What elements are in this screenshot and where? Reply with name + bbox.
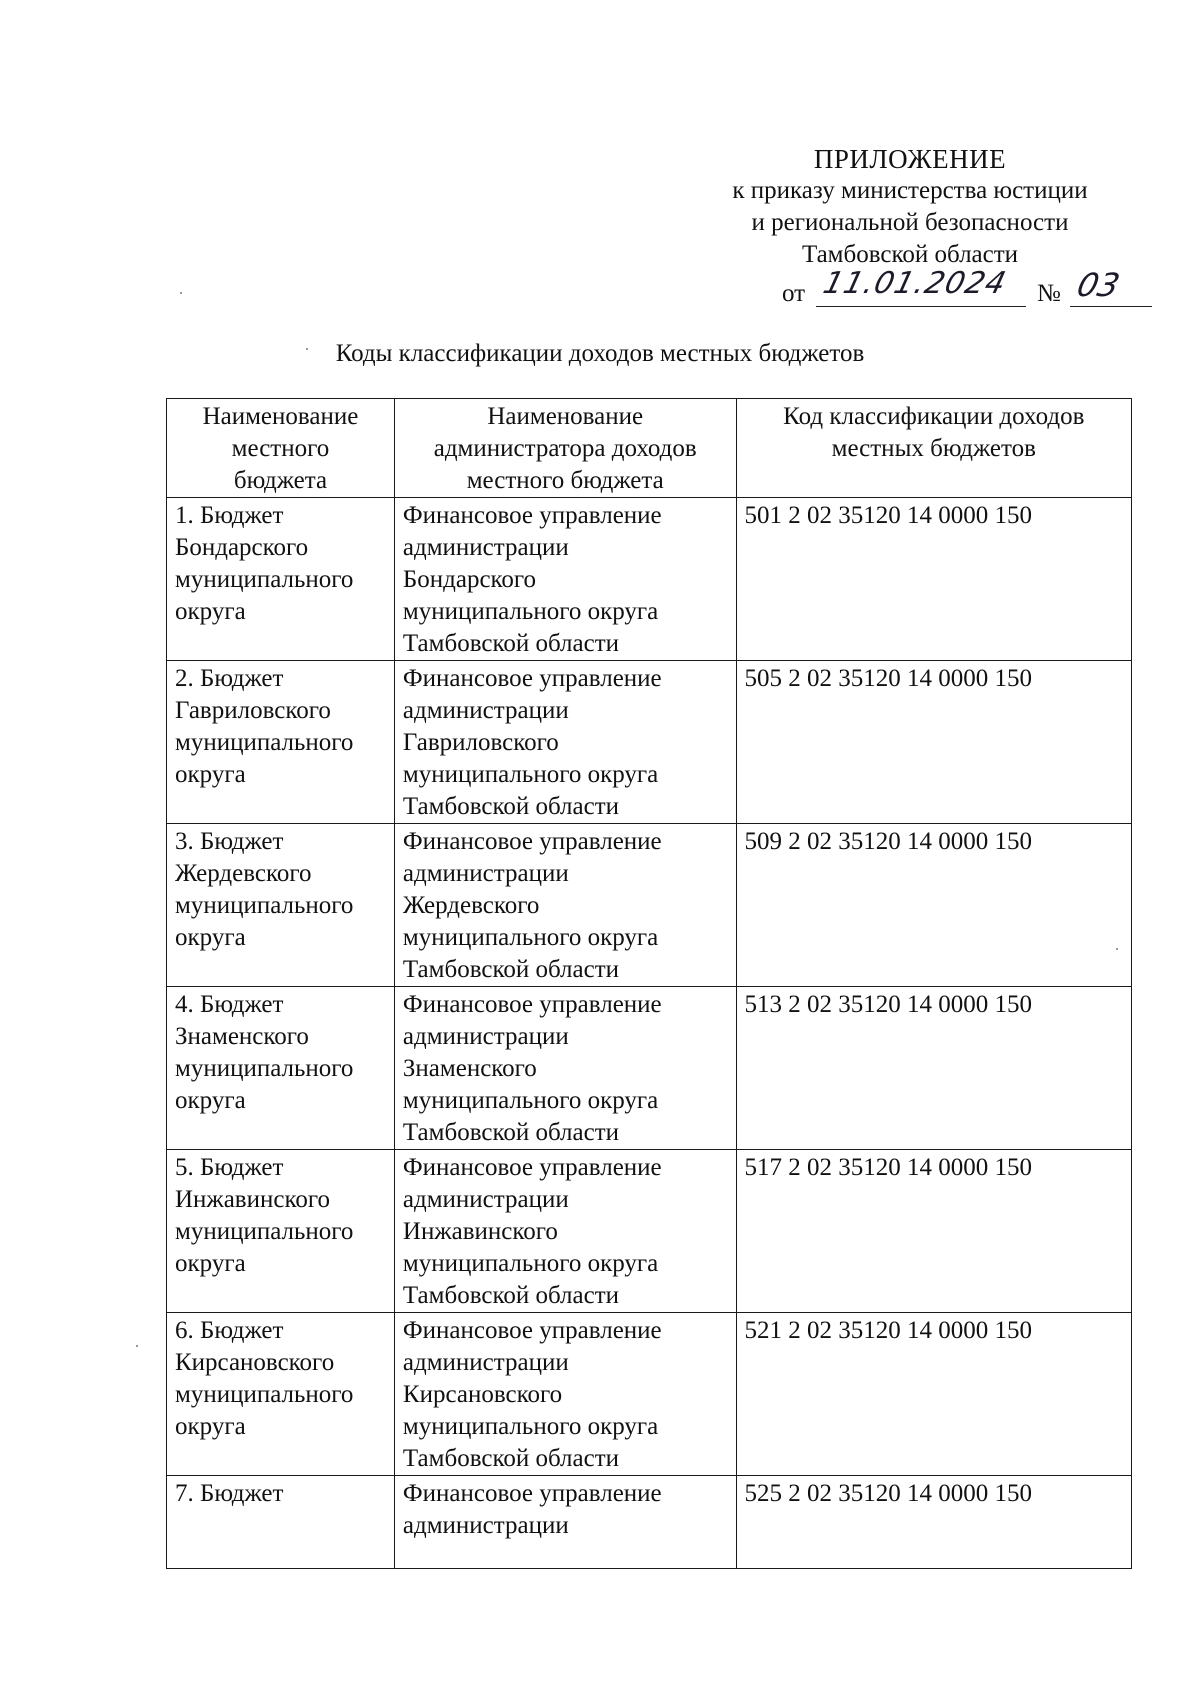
budget-cell [167,987,395,1150]
appendix-line-1: к приказу министерства юстиции [732,177,1088,204]
table-row [167,987,1132,1150]
administrator-cell-line: Тамбовской области [402,956,620,983]
administrator-cell-line: Финансовое управление [402,991,662,1018]
budget-cell-line: 7. Бюджет [175,1480,284,1507]
budget-cell-line: 5. Бюджет [175,1154,284,1181]
appendix-heading: ПРИЛОЖЕНИЕ [813,144,1007,174]
budget-cell-line: Знаменского [175,1023,309,1050]
budget-cell [167,1476,395,1569]
budget-cell [167,824,395,987]
classification-code: 525 2 02 35120 14 0000 150 [744,1480,1033,1507]
classification-code: 501 2 02 35120 14 0000 150 [744,502,1033,529]
budget-cell-line: Гавриловского [175,697,331,724]
budget-cell-line: округа [175,761,246,788]
header-classification-code [736,399,1131,498]
budget-cell-line: 1. Бюджет [175,502,284,529]
administrator-cell-line: муниципального округа [402,1087,659,1114]
administrator-cell-line: муниципального округа [402,598,659,625]
table-row [167,1150,1132,1313]
administrator-cell-line: администрации [402,860,569,887]
budget-cell-line: муниципального [175,729,354,756]
administrator-cell-line: Знаменского [402,1055,537,1082]
scan-speck [136,1345,138,1347]
administrator-cell-line: муниципального округа [402,1413,659,1440]
budget-cell-line: муниципального [175,892,354,919]
budget-cell-line: муниципального [175,1381,354,1408]
code-cell [736,1313,1131,1476]
scan-speck [180,292,182,294]
budget-cell-line: 3. Бюджет [175,828,284,855]
budget-cell [167,1150,395,1313]
header-text: Наименование [202,403,359,430]
budget-cell-line: округа [175,598,246,625]
appendix-line-2: и региональной безопасности [751,209,1069,236]
code-cell [736,498,1131,661]
handwritten-date: 11.01.2024 [819,266,1011,301]
administrator-cell-line: Кирсановского [402,1381,563,1408]
scan-speck [306,348,308,350]
table-body [167,498,1132,1569]
administrator-cell-line: Тамбовской области [402,630,620,657]
header-administrator-name [394,399,736,498]
appendix-block [680,143,1140,271]
administrator-cell-line: Тамбовской области [402,1282,620,1309]
scan-speck [1116,948,1118,950]
header-text: местных бюджетов [831,435,1036,462]
classification-code: 505 2 02 35120 14 0000 150 [744,665,1033,692]
budget-cell-line: муниципального [175,566,354,593]
budget-cell-line: 2. Бюджет [175,665,284,692]
classification-code: 509 2 02 35120 14 0000 150 [744,828,1033,855]
administrator-cell-line: администрации [402,1023,569,1050]
administrator-cell [394,498,736,661]
administrator-cell-line: Финансовое управление [402,1154,662,1181]
classification-table [166,398,1132,1569]
table-row [167,1313,1132,1476]
administrator-cell [394,661,736,824]
administrator-cell-line: Гавриловского [402,729,559,756]
budget-cell [167,498,395,661]
table-row [167,498,1132,661]
header-budget-name [167,399,395,498]
administrator-cell-line: Тамбовской области [402,793,620,820]
budget-cell-line: Инжавинского [175,1186,330,1213]
budget-cell-line: Бондарского [175,534,309,561]
header-text: местного бюджета [466,467,664,494]
table-row [167,824,1132,987]
date-label: от [782,280,806,307]
budget-cell-line: округа [175,1413,246,1440]
table-header-row [167,399,1132,498]
header-text: бюджета [233,467,328,494]
administrator-cell-line: Финансовое управление [402,828,662,855]
handwritten-number: 03 [1073,266,1124,304]
header-text: Наименование [487,403,644,430]
budget-cell-line: округа [175,1250,246,1277]
classification-code: 521 2 02 35120 14 0000 150 [744,1317,1033,1344]
administrator-cell [394,987,736,1150]
administrator-cell-line: администрации [402,1186,569,1213]
administrator-cell [394,1313,736,1476]
budget-cell-line: муниципального [175,1055,354,1082]
administrator-cell-line: администрации [402,1512,569,1539]
header-text: Код классификации доходов [783,403,1085,430]
appendix-line-3: Тамбовской области [801,241,1019,268]
administrator-cell-line: муниципального округа [402,1250,659,1277]
budget-cell-line: Жердевского [175,860,312,887]
code-cell [736,987,1131,1150]
code-cell [736,661,1131,824]
document-title: Коды классификации доходов местных бюджетов [335,340,865,367]
administrator-cell-line: Тамбовской области [402,1119,620,1146]
code-cell [736,824,1131,987]
table-row [167,661,1132,824]
administrator-cell-line: Жердевского [402,892,540,919]
administrator-cell-line: Финансовое управление [402,665,662,692]
budget-cell-line: 6. Бюджет [175,1317,284,1344]
budget-cell-line: муниципального [175,1218,354,1245]
budget-cell [167,661,395,824]
budget-cell [167,1313,395,1476]
administrator-cell [394,1476,736,1569]
administrator-cell-line: администрации [402,697,569,724]
administrator-cell-line: Инжавинского [402,1218,558,1245]
administrator-cell-line: Финансовое управление [402,1480,662,1507]
administrator-cell-line: Бондарского [402,566,537,593]
classification-code: 517 2 02 35120 14 0000 150 [744,1154,1033,1181]
order-reference [782,266,1142,312]
administrator-cell-line: муниципального округа [402,761,659,788]
budget-cell-line: округа [175,924,246,951]
administrator-cell-line: Финансовое управление [402,502,662,529]
administrator-cell [394,824,736,987]
code-cell [736,1150,1131,1313]
date-underline [816,306,1026,307]
budget-cell-line: Кирсановского [175,1349,335,1376]
number-label: № [1037,280,1061,307]
classification-code: 513 2 02 35120 14 0000 150 [744,991,1033,1018]
administrator-cell-line: администрации [402,534,569,561]
administrator-cell [394,1150,736,1313]
administrator-cell-line: муниципального округа [402,924,659,951]
number-underline [1070,306,1152,307]
budget-cell-line: округа [175,1087,246,1114]
table-row [167,1476,1132,1569]
header-text: администратора доходов [433,435,697,462]
administrator-cell-line: Тамбовской области [402,1445,620,1472]
header-text: местного [231,435,330,462]
administrator-cell-line: администрации [402,1349,569,1376]
administrator-cell-line: Финансовое управление [402,1317,662,1344]
budget-cell-line: 4. Бюджет [175,991,284,1018]
code-cell [736,1476,1131,1569]
